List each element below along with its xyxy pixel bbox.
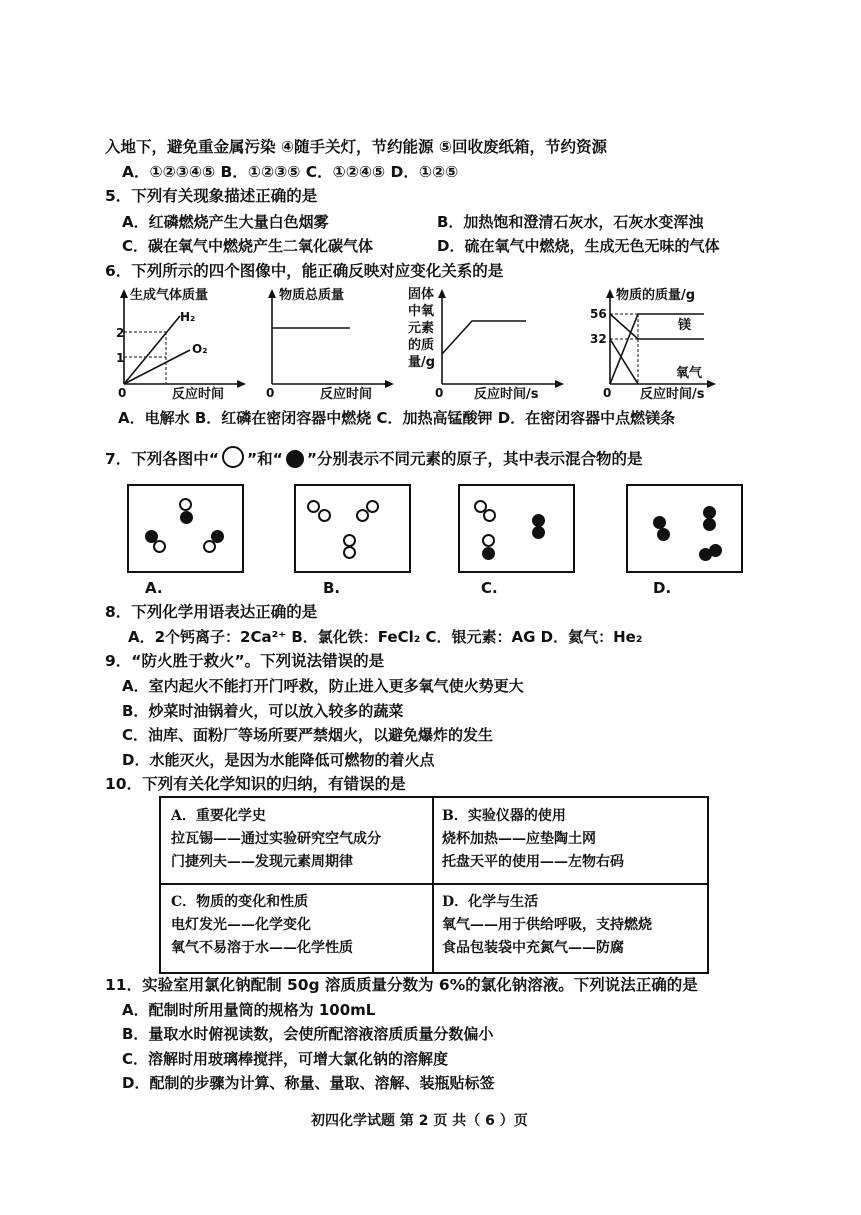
question-10-table [159, 796, 709, 974]
black-atom [709, 544, 722, 557]
black-atom [482, 547, 495, 560]
white-atom-icon [222, 446, 244, 468]
cell-a-line-2: 门捷列夫——发现元素周期律 [171, 854, 353, 870]
question-9-stem: 9．“防火胜于救火”。下列说法错误的是 [105, 652, 385, 670]
graph-b-ylabel: 物质总质量 [279, 288, 345, 303]
white-atom [153, 540, 166, 553]
cell-d-line-1: 氧气——用于供给呼吸，支持燃烧 [442, 917, 652, 933]
cell-d-line-2: 食品包装袋中充氮气——防腐 [442, 940, 624, 956]
question-9-option-a: A．室内起火不能打开门呼救，防止进入更多氧气使火势更大 [122, 677, 524, 695]
question-5-stem: 5．下列有关现象描述正确的是 [105, 187, 318, 205]
graph-d-tick-32: 32 [590, 332, 607, 346]
particle-box-c [458, 484, 575, 573]
question-7-stem-part-1: 7．下列各图中“ [105, 450, 219, 468]
white-atom [343, 546, 356, 559]
white-atom [318, 509, 331, 522]
graph-a-tick-2: 2 [116, 326, 125, 340]
cell-c-line-2: 氧气不易溶于水——化学性质 [171, 940, 353, 956]
option-label-d: D. [653, 579, 672, 597]
question-5-option-c: C．碳在氧气中燃烧产生二氧化碳气体 [122, 237, 374, 255]
table-cell-c [171, 891, 353, 960]
cell-c-heading: C．物质的变化和性质 [171, 894, 309, 910]
question-9-option-c: C．油库、面粉厂等场所要严禁烟火，以避免爆炸的发生 [122, 726, 494, 744]
graph-b-origin: 0 [266, 386, 275, 400]
cell-a-heading: A．重要化学史 [171, 808, 266, 824]
graph-a-ylabel: 生成气体质量 [130, 288, 209, 303]
question-7-stem-part-2: ”和“ [246, 450, 283, 468]
table-vertical-divider [432, 798, 434, 972]
black-atom [657, 528, 670, 541]
graph-d-ylabel: 物质的质量/g [616, 288, 696, 303]
question-5-option-d: D．硫在氧气中燃烧，生成无色无味的气体 [437, 237, 720, 255]
graph-d-tick-56: 56 [590, 307, 607, 321]
table-cell-b [442, 805, 624, 874]
graph-d-series-o2: 氧气 [676, 366, 703, 381]
white-atom [482, 534, 495, 547]
graph-c-ylabel-5: 量/g [408, 355, 436, 370]
graph-a-series-o2: O₂ [192, 342, 208, 356]
black-atom [703, 518, 716, 531]
question-10-stem: 10．下列有关化学知识的归纳，有错误的是 [105, 775, 406, 793]
option-label-b: B. [323, 579, 341, 597]
question-8-stem: 8．下列化学用语表达正确的是 [105, 603, 318, 621]
graph-c-xlabel: 反应时间/s [474, 387, 539, 402]
cell-b-line-1: 烧杯加热——应垫陶土网 [442, 831, 596, 847]
white-atom [356, 509, 369, 522]
cell-d-heading: D．化学与生活 [442, 894, 539, 910]
question-11-stem: 11．实验室用氯化钠配制 50g 溶质质量分数为 6%的氯化钠溶液。下列说法正确的是 [105, 976, 698, 994]
question-11-option-a: A．配制时所用量筒的规格为 100mL [122, 1001, 376, 1019]
question-5-option-a: A．红磷燃烧产生大量白色烟雾 [122, 213, 329, 231]
graph-c-ylabel-3: 元素 [408, 321, 435, 336]
option-label-a: A. [145, 579, 163, 597]
white-atom [179, 498, 192, 511]
question-6-stem: 6．下列所示的四个图像中，能正确反映对应变化关系的是 [105, 262, 504, 280]
question-7-stem [105, 446, 643, 469]
graph-d-origin: 0 [603, 386, 612, 400]
white-atom [483, 509, 496, 522]
question-11-option-c: C．溶解时用玻璃棒搅拌，可增大氯化钠的溶解度 [122, 1050, 449, 1068]
graph-a-xlabel: 反应时间 [172, 387, 225, 402]
question-4-options: A．①②③④⑤ B．①②③⑤ C．①②④⑤ D．①②⑤ [122, 163, 459, 181]
black-atom [180, 511, 193, 524]
table-horizontal-divider [161, 883, 707, 885]
cell-a-line-1: 拉瓦锡——通过实验研究空气成分 [171, 831, 381, 847]
graph-c-ylabel-1: 固体 [408, 287, 435, 302]
question-9-option-d: D．水能灭火，是因为水能降低可燃物的着火点 [122, 751, 435, 769]
question-8-options: A．2个钙离子：2Ca²⁺ B．氯化铁：FeCl₂ C．银元素：AG D．氦气：He₂ [128, 628, 643, 646]
graph-a-origin: 0 [118, 386, 127, 400]
particle-box-b [294, 484, 411, 573]
particle-box-d [626, 484, 743, 573]
graph-d-series-mg: 镁 [678, 318, 692, 333]
cell-c-line-1: 电灯发光——化学变化 [171, 917, 311, 933]
question-11-option-b: B．量取水时俯视读数，会使所配溶液溶质质量分数偏小 [122, 1025, 494, 1043]
question-11-option-d: D．配制的步骤为计算、称量、量取、溶解、装瓶贴标签 [122, 1074, 495, 1092]
graph-c-origin: 0 [435, 386, 444, 400]
page-footer: 初四化学试题 第 2 页 共（ 6 ）页 [311, 1113, 528, 1129]
question-7-stem-part-3: ”分别表示不同元素的原子，其中表示混合物的是 [306, 450, 643, 468]
cell-b-line-2: 托盘天平的使用——左物右码 [442, 854, 624, 870]
graph-d-xlabel: 反应时间/s [640, 387, 705, 402]
graph-b-xlabel: 反应时间 [320, 387, 373, 402]
graph-a-tick-1: 1 [116, 351, 125, 365]
black-atom-icon [286, 450, 304, 468]
option-label-c: C. [481, 579, 498, 597]
graph-a-series-h2: H₂ [180, 310, 196, 324]
question-9-option-b: B．炒菜时油锅着火，可以放入较多的蔬菜 [122, 702, 404, 720]
graph-c-ylabel-2: 中氧 [408, 304, 435, 319]
question-6-captions: A．电解水 B．红磷在密闭容器中燃烧 C．加热高锰酸钾 D．在密闭容器中点燃镁条 [118, 409, 676, 427]
question-4-continuation: 入地下，避免重金属污染 ④随手关灯，节约能源 ⑤回收废纸箱，节约资源 [105, 138, 608, 156]
black-atom [532, 526, 545, 539]
table-cell-a [171, 805, 381, 874]
table-cell-d [442, 891, 652, 960]
question-5-option-b: B．加热饱和澄清石灰水，石灰水变浑浊 [437, 213, 704, 231]
white-atom [203, 540, 216, 553]
graph-c-ylabel-4: 的质 [408, 338, 435, 353]
cell-b-heading: B．实验仪器的使用 [442, 808, 566, 824]
particle-box-a [127, 484, 244, 573]
